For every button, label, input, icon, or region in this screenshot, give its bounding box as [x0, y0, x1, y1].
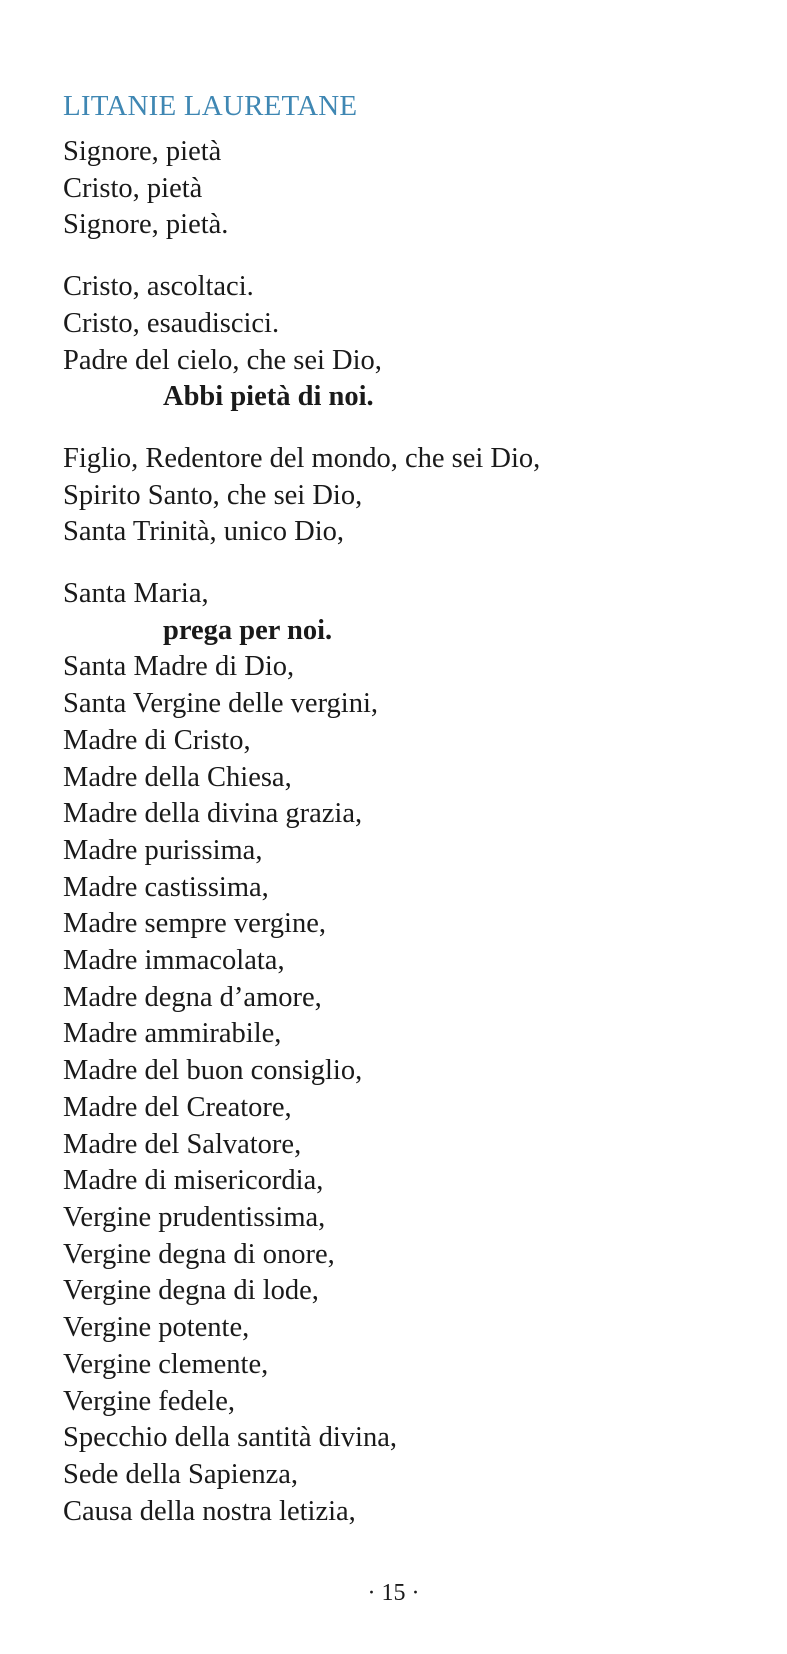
verse-line: Vergine potente,: [63, 1312, 250, 1344]
verse-line: Madre di misericordia,: [63, 1165, 324, 1197]
verse-line: Vergine clemente,: [63, 1348, 269, 1380]
verse-line: Madre del Creatore,: [63, 1091, 292, 1123]
verse-line: Vergine degna di lode,: [63, 1275, 319, 1307]
stanza-kyrie: [63, 134, 743, 244]
stanza-trinity: [63, 441, 743, 551]
verse-line: Santa Madre di Dio,: [63, 651, 295, 683]
verse-line: Madre purissima,: [63, 834, 263, 866]
verse-line: Causa della nostra letizia,: [63, 1495, 356, 1527]
verse-line: Specchio della santità divina,: [63, 1422, 397, 1454]
verse-line: Vergine degna di onore,: [63, 1238, 335, 1270]
verse-line: Madre del Salvatore,: [63, 1128, 302, 1160]
verse-line: Madre ammirabile,: [63, 1018, 282, 1050]
verse-line: Madre castissima,: [63, 871, 269, 903]
page-content: [63, 88, 743, 1555]
verse-line: Madre della divina grazia,: [63, 798, 363, 830]
verse-line: Padre del cielo, che sei Dio,: [63, 344, 382, 376]
verse-line: Santa Trinità, unico Dio,: [63, 516, 345, 548]
verse-line: Madre sempre vergine,: [63, 908, 326, 940]
verse-line: Cristo, pietà: [63, 172, 203, 204]
page-title: LITANIE LAURETANE: [63, 90, 358, 122]
verse-line: Signore, pietà: [63, 136, 222, 167]
verse-line: Madre della Chiesa,: [63, 761, 292, 793]
verse-line: Cristo, ascoltaci.: [63, 271, 254, 303]
verse-line: Madre del buon consiglio,: [63, 1055, 363, 1087]
stanza-invocations: [63, 269, 743, 416]
verse-line: Figlio, Redentore del mondo, che sei Dio,: [63, 442, 541, 474]
verse-line: Madre immacolata,: [63, 945, 285, 977]
verse-line: Santa Maria,: [63, 578, 209, 610]
verse-line: Madre degna d’amore,: [63, 981, 322, 1013]
page-number: · 15 ·: [367, 1580, 420, 1606]
verse-line: Santa Vergine delle vergini,: [63, 688, 379, 720]
response-line: Abbi pietà di noi.: [163, 381, 374, 413]
verse-line: Vergine prudentissima,: [63, 1201, 326, 1233]
verse-line: Vergine fedele,: [63, 1385, 235, 1417]
verse-line: Madre di Cristo,: [63, 724, 251, 756]
response-line: prega per noi.: [163, 614, 333, 646]
verse-line: Spirito Santo, che sei Dio,: [63, 479, 363, 511]
verse-line: Signore, pietà.: [63, 209, 229, 241]
stanza-marian: [63, 576, 743, 1530]
verse-line: Sede della Sapienza,: [63, 1458, 299, 1490]
verse-line: Cristo, esaudiscici.: [63, 307, 280, 339]
